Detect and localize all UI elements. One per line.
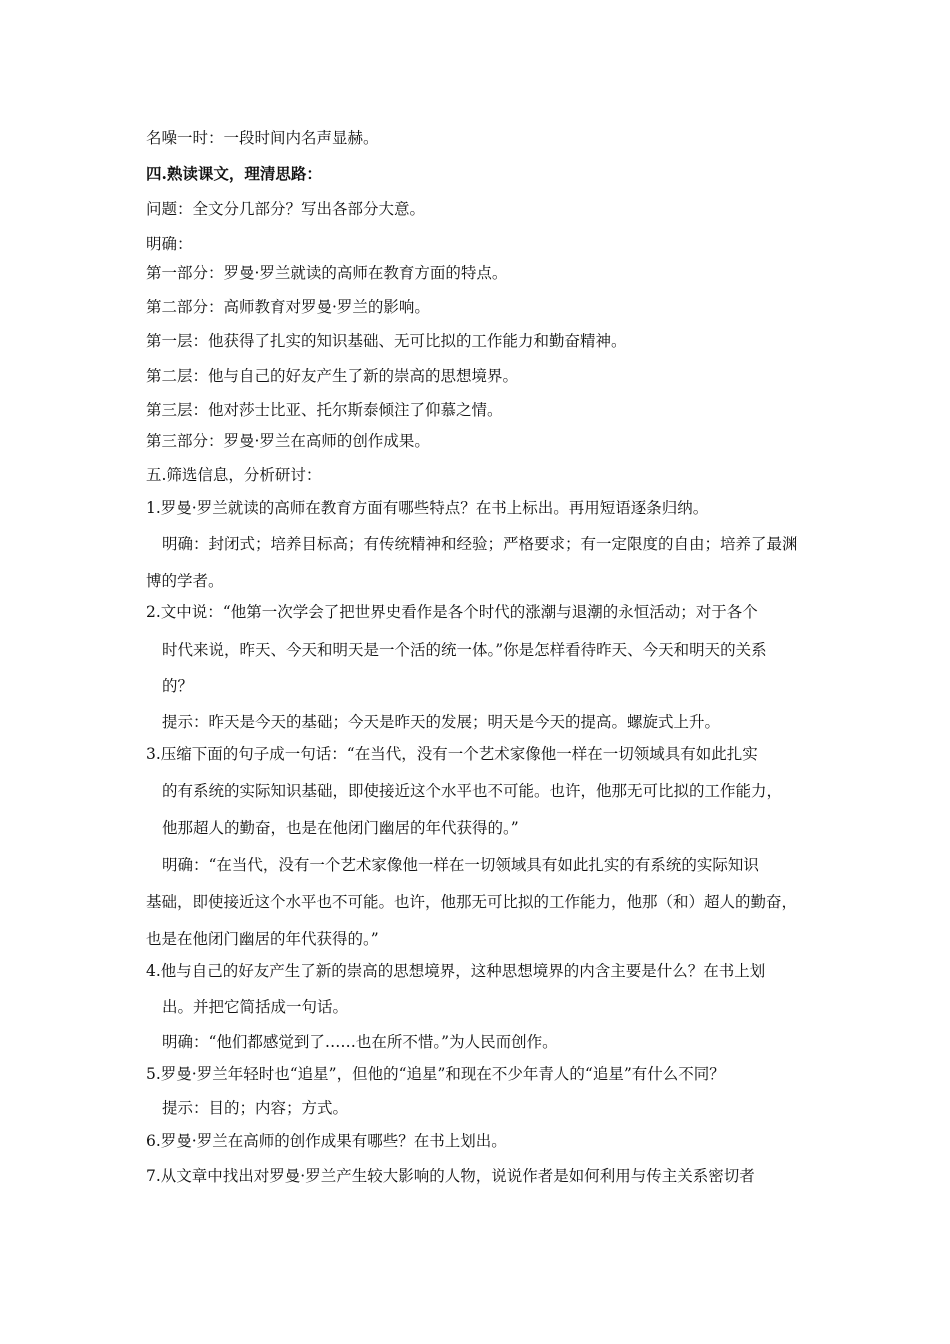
hint-5: 提示：目的；内容；方式。 xyxy=(162,1099,349,1117)
answer-3: 明确：“在当代，没有一个艺术家像他一样在一切领域具有如此扎实的有系统的实际知识 xyxy=(162,856,759,874)
question-3-cont: 他那超人的勤奋，也是在他闭门幽居的年代获得的。” xyxy=(162,819,519,837)
text-line: 第三层：他对莎士比亚、托尔斯泰倾注了仰慕之情。 xyxy=(146,401,503,419)
text-line: 第二部分：高师教育对罗曼·罗兰的影响。 xyxy=(146,298,430,316)
answer-3-cont: 基础，即使接近这个水平也不可能。也许，他那无可比拟的工作能力，他那（和）超人的勤奋， xyxy=(146,893,798,911)
question-1: 1.罗曼·罗兰就读的高师在教育方面有哪些特点？在书上标出。再用短语逐条归纳。 xyxy=(146,499,709,517)
question-7: 7.从文章中找出对罗曼·罗兰产生较大影响的人物，说说作者是如何利用与传主关系密切者 xyxy=(146,1167,755,1185)
question-3-cont: 的有系统的实际知识基础，即使接近这个水平也不可能。也许，他那无可比拟的工作能力， xyxy=(162,782,783,800)
section-heading: 五.筛选信息，分析研讨： xyxy=(146,466,322,484)
text-line: 明确： xyxy=(146,235,193,253)
question-6: 6.罗曼·罗兰在高师的创作成果有哪些？在书上划出。 xyxy=(146,1132,507,1150)
text-line: 第三部分：罗曼·罗兰在高师的创作成果。 xyxy=(146,432,430,450)
question-5: 5.罗曼·罗兰年轻时也“追星”，但他的“追星”和现在不少年青人的“追星”有什么不同？ xyxy=(146,1065,725,1083)
text-line: 问题：全文分几部分？写出各部分大意。 xyxy=(146,200,426,218)
question-3: 3.压缩下面的句子成一句话：“在当代，没有一个艺术家像他一样在一切领域具有如此扎实 xyxy=(146,745,758,763)
question-2-cont: 的？ xyxy=(162,677,194,695)
hint-2: 提示：昨天是今天的基础；今天是昨天的发展；明天是今天的提高。螺旋式上升。 xyxy=(162,713,721,731)
question-4-cont: 出。并把它简括成一句话。 xyxy=(162,998,349,1016)
question-2-cont: 时代来说，昨天、今天和明天是一个活的统一体。”你是怎样看待昨天、今天和明天的关系 xyxy=(162,641,767,659)
question-2: 2.文中说：“他第一次学会了把世界史看作是各个时代的涨潮与退潮的永恒活动；对于各个 xyxy=(146,603,758,621)
text-line: 第一部分：罗曼·罗兰就读的高师在教育方面的特点。 xyxy=(146,264,508,282)
section-heading: 四.熟读课文，理清思路： xyxy=(146,164,322,183)
text-line: 第一层：他获得了扎实的知识基础、无可比拟的工作能力和勤奋精神。 xyxy=(146,332,627,350)
text-line: 名噪一时：一段时间内名声显赫。 xyxy=(146,129,379,147)
answer-3-cont: 也是在他闭门幽居的年代获得的。” xyxy=(146,930,379,948)
text-line: 第二层：他与自己的好友产生了新的崇高的思想境界。 xyxy=(146,367,519,385)
question-4: 4.他与自己的好友产生了新的崇高的思想境界，这种思想境界的内含主要是什么？在书上划 xyxy=(146,962,766,980)
answer-1-cont: 博的学者。 xyxy=(146,572,224,590)
answer-4: 明确：“他们都感觉到了……也在所不惜。”为人民而创作。 xyxy=(162,1033,558,1051)
answer-1: 明确：封闭式；培养目标高；有传统精神和经验；严格要求；有一定限度的自由；培养了最渊 xyxy=(162,535,798,553)
